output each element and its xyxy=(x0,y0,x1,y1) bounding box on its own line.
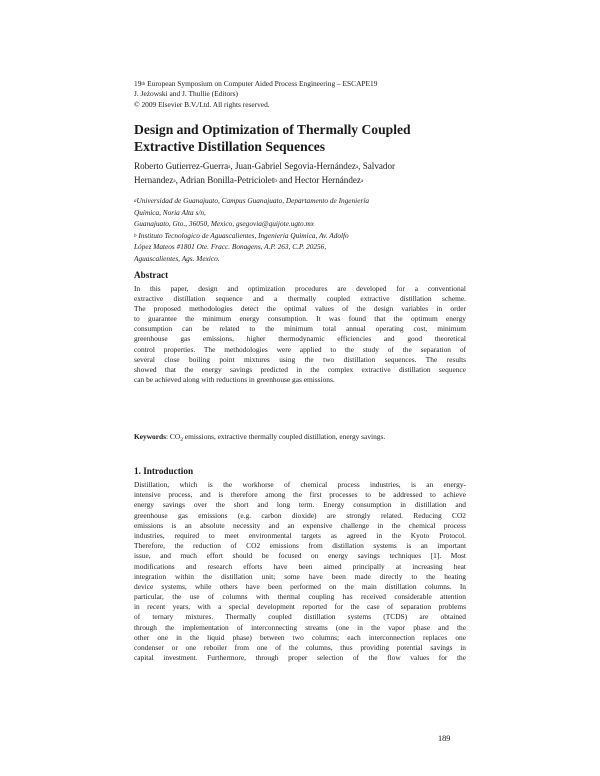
conference-line: 19th European Symposium on Computer Aided Process Engineering – ESCAPE19 xyxy=(134,79,378,88)
introduction-body xyxy=(134,480,466,663)
text-line: capital investment. Furthermore, through proper selection of the flow values for the xyxy=(134,653,466,663)
editors-line: J. Jeżowski and J. Thullie (Editors) xyxy=(134,89,238,99)
text-line: condenser or one reboiler from one of the columns, thus providing potential savings in xyxy=(134,643,466,652)
abstract-heading: Abstract xyxy=(134,270,169,280)
text-line: greenhouse gas emissions (e.g. carbon dioxide) are strongly related. Reducing CO2 xyxy=(134,510,466,520)
page-number: 189 xyxy=(438,734,451,743)
text-line: particular, the use of columns with thermal coupling has received considerable attention xyxy=(134,592,466,602)
text-line: Distillation, which is the workhorse of chemical process industries, is an energy- xyxy=(134,480,466,489)
text-line: control properties. The methodologies were applied to the study of the separation of xyxy=(134,344,466,354)
author-list: Roberto Gutierrez-Guerra$^a$, Juan-Gabriel Segovia-Hernández$^a$, Salvador Hernandez$^a$, Adrian Bonilla-Petriciolet$^b$ and Hector Hernández$^a$ xyxy=(134,161,396,185)
conference-header xyxy=(134,79,494,110)
text-line: emissions is an absolute necessity and an expensive challenge in the chemical process xyxy=(134,520,466,530)
text-line: greenhouse gas emissions, higher thermodynamic efficiencies and good theoretical xyxy=(134,334,466,344)
text-line: of ternary mixtures. Thermally coupled distillation systems (TCDS) are obtained xyxy=(134,612,466,622)
text-line: can be achieved along with reductions in greenhouse gas emissions. xyxy=(134,374,335,384)
introduction-heading: 1. Introduction xyxy=(134,466,194,476)
text-line: integration within the distillation unit; some have been made directly to the heating xyxy=(134,571,466,581)
copyright-line: © 2009 Elsevier B.V./Ltd. All rights reserved. xyxy=(134,99,270,109)
paper-title: Design and Optimization of Thermally Coupled Extractive Distillation Sequences xyxy=(134,122,411,154)
abstract-body xyxy=(134,284,466,385)
text-line: in recent years, with a special development reported for the case of separation problems xyxy=(134,602,466,612)
text-line: issue, and much effort should be focused on energy savings techniques [1]. Most xyxy=(134,551,466,561)
text-line: several close boiling point mixtures using the two distillation sequences. The results xyxy=(134,354,466,364)
text-line: Therefore, the reduction of CO2 emissions from distillation systems is an important xyxy=(134,541,466,551)
text-line: intensive process, and is therefore among the first processes to be addressed to achieve xyxy=(134,490,466,500)
text-line: through the implementation of interconnecting streams (one in the vapor phase and the xyxy=(134,622,466,632)
text-line: other one in the liquid phase) between two columns; each interconnection replaces one xyxy=(134,632,466,642)
text-line: to guarantee the minimum energy consumption. It was found that the optimum energy xyxy=(134,314,466,324)
text-line: modifications and research efforts have been aimed principally at increasing heat xyxy=(134,561,466,571)
text-line: The proposed methodologies detect the optimal values of the design variables in order xyxy=(134,304,466,314)
text-line: device systems, while others have been performed on the main distillation columns. In xyxy=(134,581,466,591)
keywords: Keywords: $CO_2$ emissions, extractive thermally coupled distillation, energy savings. xyxy=(134,432,386,443)
text-line: showed that the energy savings predicted in the complex extractive distillation sequence xyxy=(134,364,466,374)
text-line: In this paper, design and optimization procedures are developed for a conventional xyxy=(134,284,466,293)
text-line: extractive distillation sequence and a thermally coupled extractive distillation scheme. xyxy=(134,294,466,304)
text-line: consumption can be related to the minimum total annual operating cost, minimum xyxy=(134,324,466,334)
affiliations: $^a$Universidad de Guanajuato, Campus Guanajuato, Departamento de Ingeniería Química, Noria Alta s/n, Guanajuato, Gto., 36050, Mexico, gsegovia@quijote.ugto.mx $^b$ Instituto Tecnologico de Aguascalientes, Ingenieria Quimica, Av. Adolfo López Mateos #1801 Ote. Fracc. Bonagens, A.P. 263, C.P. 20256, Aguascalientes, Ags. Mexico. xyxy=(134,196,369,263)
text-line: energy savings over the short and long term. Energy consumption in distillation and xyxy=(134,500,466,510)
text-line: industries, required to meet environmental targets as agreed in the Kyoto Protocol. xyxy=(134,530,466,540)
